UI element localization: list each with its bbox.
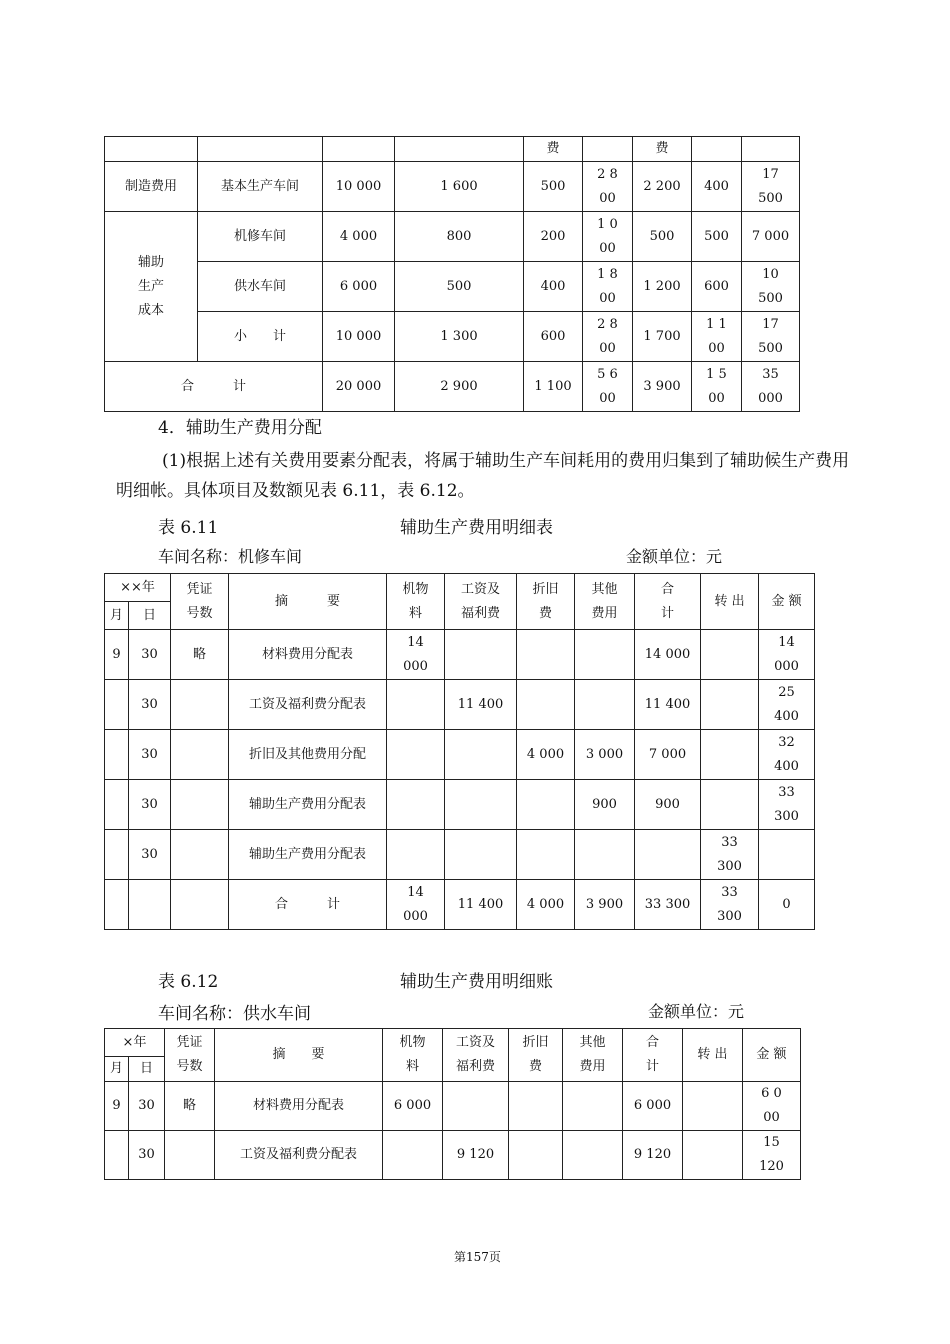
table-row: 30 辅助生产费用分配表 900 900 33 300 [105, 780, 815, 830]
page-number: 第157页 [454, 1250, 501, 1264]
table-row: 供水车间 6 000 500 400 1 800 1 200 600 10 500 [105, 262, 800, 312]
workshop-name: 车间名称：机修车间 [158, 547, 303, 566]
table-row: 费 费 [105, 137, 800, 162]
table-row: 30 辅助生产费用分配表 33 300 [105, 830, 815, 880]
repair-workshop-ledger [104, 573, 815, 930]
section-heading: 4．辅助生产费用分配 [158, 418, 322, 438]
table-row: 制造费用 基本生产车间 10 000 1 600 500 2 800 2 200 400 17 500 [105, 162, 800, 212]
section-paragraph: (1)根据上述有关费用要素分配表，将属于辅助生产车间耗用的费用归集到了辅助候生产费用明细帐。具体项目及数额见表 6.11，表 6.12。 [116, 451, 850, 501]
table-row: 9 30 略 材料费用分配表 14 000 14 000 14 000 [105, 630, 815, 680]
table-row: 9 30 略 材料费用分配表 6 000 6 000 6 000 [105, 1082, 801, 1131]
aux-category-cell: 辅助 生产 成本 [105, 212, 198, 362]
table-caption-number: 表 6.12 [158, 972, 219, 992]
table-row: 小 计 10 000 1 300 600 2 800 1 700 1 100 17 500 [105, 312, 800, 362]
table-row: 30 工资及福利费分配表 11 400 11 400 25 400 [105, 680, 815, 730]
table-row: 合 计 14 000 11 400 4 000 3 900 33 300 33 300 0 [105, 880, 815, 930]
table-row: 30 工资及福利费分配表 9 120 9 120 15 120 [105, 1131, 801, 1180]
table-row: 合 计 20 000 2 900 1 100 5 600 3 900 1 500 35 000 [105, 362, 800, 412]
header-row: 月 日 [105, 602, 815, 630]
header-row: 月 日 [105, 1057, 801, 1082]
expense-allocation-table [104, 136, 800, 412]
table-caption-title: 辅助生产费用明细表 [400, 518, 553, 538]
amount-unit: 金额单位：元 [626, 547, 723, 566]
table-row: 30 折旧及其他费用分配 4 000 3 000 7 000 32 400 [105, 730, 815, 780]
water-workshop-ledger [104, 1028, 801, 1180]
amount-unit: 金额单位：元 [648, 1002, 745, 1021]
ledger-body [105, 1082, 801, 1180]
header-row: ××年 凭证号数 摘 要 机物料 工资及福利费 折旧费 其他费用 合计 转 出 金 额 [105, 574, 815, 602]
header-row: ×年 凭证号数 摘 要 机物料 工资及福利费 折旧费 其他费用 合计 转 出 金 额 [105, 1029, 801, 1057]
table-caption-title: 辅助生产费用明细账 [400, 972, 553, 992]
table-caption-number: 表 6.11 [158, 518, 219, 538]
workshop-name: 车间名称：供水车间 [158, 1004, 311, 1024]
ledger-body [105, 630, 815, 930]
table-row: 辅助 生产 成本 机修车间 4 000 800 200 1 000 500 500 7 000 [105, 212, 800, 262]
